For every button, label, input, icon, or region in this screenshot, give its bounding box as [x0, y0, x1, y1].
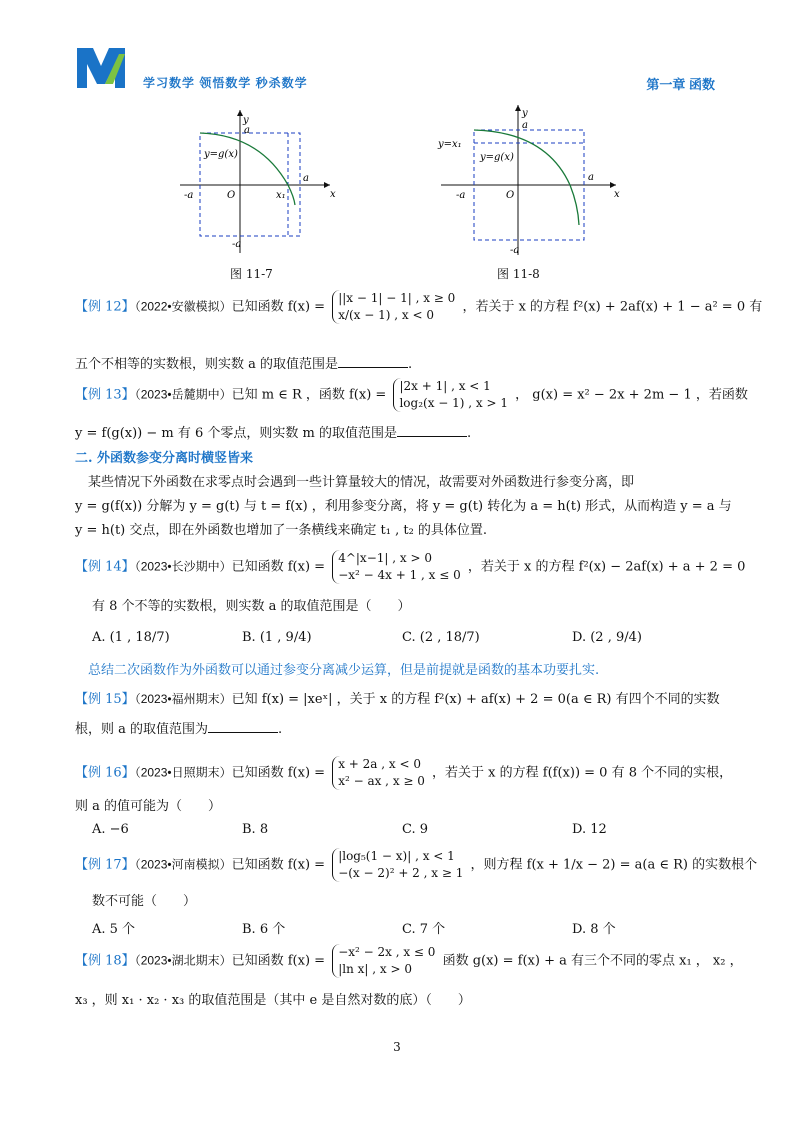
answer-blank [338, 355, 408, 368]
fig2-yx1-label: y=x₁ [438, 139, 462, 150]
fig1-a-right: a [303, 173, 309, 184]
ex18-piecewise: −x² − 2x , x ≤ 0 |ln x| , x > 0 [332, 944, 435, 978]
fig1-curve-label: y=g(x) [204, 149, 238, 160]
ex16-option-d: D. 12 [572, 822, 607, 837]
ex16-lead: 已知函数 f(x) = [231, 765, 326, 781]
ex18-lead: 已知函数 f(x) = [231, 953, 326, 969]
figure-11-7-caption: 图 11-7 [230, 267, 273, 281]
ex12-lead: 已知函数 f(x) = [231, 299, 326, 315]
ex17-lead: 已知函数 f(x) = [231, 857, 326, 873]
fig1-neg-a-bottom: -a [232, 239, 242, 250]
ex13-tail: ， g(x) = x² − 2x + 2m − 1 ，若函数 [515, 387, 748, 403]
ex16-option-c: C. 9 [402, 822, 429, 837]
brand-logo [75, 44, 127, 90]
ex13-lead: 已知 m ∈ R ，函数 f(x) = [231, 387, 387, 403]
example-15 [75, 690, 720, 709]
ex17-option-a: A. 5 个 [92, 922, 136, 937]
ex14-lead: 已知函数 f(x) = [231, 559, 326, 575]
slogan: 学习数学 领悟数学 秒杀数学 [143, 76, 308, 90]
ex16-tag: 【例 16】 [75, 765, 135, 781]
answer-blank [208, 720, 278, 733]
fig1-neg-a-left: -a [184, 190, 194, 201]
ex14-tag: 【例 14】 [75, 559, 135, 575]
ex16-piecewise: x + 2a , x < 0 x² − ax , x ≥ 0 [332, 756, 425, 790]
example-13 [75, 378, 748, 412]
fig2-origin: O [506, 190, 515, 201]
ex12-piecewise: ||x − 1| − 1| , x ≥ 0 x/(x − 1) , x < 0 [332, 290, 455, 324]
example-14 [75, 550, 745, 584]
ex17-line2: 数不可能（ ） [92, 894, 197, 909]
ex13-piecewise: |2x + 1| , x < 1 log₂(x − 1) , x > 1 [393, 378, 508, 412]
example-16 [75, 756, 732, 790]
ex14-tail: ，若关于 x 的方程 f²(x) − 2af(x) + a + 2 = 0 [467, 559, 746, 575]
ex14-option-b: B. (1 , 9/4) [242, 630, 312, 645]
ex17-option-d: D. 8 个 [572, 922, 616, 937]
ex14-piecewise: 4^|x−1| , x > 0 −x² − 4x + 1 , x ≤ 0 [332, 550, 461, 584]
ex16-line2: 则 a 的值可能为（ ） [75, 799, 222, 814]
summary-label: 总结 [88, 663, 115, 678]
ex12-tag: 【例 12】 [75, 299, 135, 315]
figure-11-8-caption: 图 11-8 [497, 267, 540, 281]
section-2-p3: y = h(t) 交点，即在外函数也增加了一条横线来确定 t₁ , t₂ 的具体位置. [75, 523, 488, 538]
figure-11-8 [436, 100, 626, 260]
ex14-option-d: D. (2 , 9/4) [572, 630, 642, 645]
ex14-option-a: A. (1 , 18/7) [92, 630, 170, 645]
ex14-option-c: C. (2 , 18/7) [402, 630, 480, 645]
fig1-y-label: y [243, 115, 249, 126]
section-2-title: 二. 外函数参变分离时横竖皆来 [75, 451, 254, 466]
ex16-source: （2023•日照期末） [134, 765, 232, 780]
summary-text: 二次函数作为外函数可以通过参变分离减少运算，但是前提就是函数的基本功要扎实. [114, 663, 600, 678]
ex16-tail: ，若关于 x 的方程 f(f(x)) = 0 有 8 个不同的实根， [432, 765, 733, 781]
fig2-neg-a-left: -a [456, 190, 466, 201]
fig2-a-right: a [588, 172, 594, 183]
fig1-origin: O [227, 190, 236, 201]
ex14-source: （2023•长沙期中） [134, 559, 232, 574]
ex15-line2: 根，则 a 的取值范围为 . [75, 722, 283, 737]
ex16-option-b: B. 8 [242, 822, 269, 837]
ex17-source: （2023•河南模拟） [134, 857, 232, 872]
ex12-source: （2022•安徽模拟） [134, 299, 232, 314]
fig1-a-top: a [244, 125, 250, 136]
answer-blank [397, 424, 467, 437]
fig2-curve-label: y=g(x) [480, 152, 514, 163]
ex13-source: （2023•岳麓期中） [134, 387, 232, 402]
ex17-tail: ，则方程 f(x + 1/x − 2) = a(a ∈ R) 的实数根个 [470, 857, 758, 873]
example-18 [75, 944, 743, 978]
ex18-tag: 【例 18】 [75, 953, 135, 969]
ex13-tag: 【例 13】 [75, 387, 135, 403]
ex17-piecewise: |log₅(1 − x)| , x < 1 −(x − 2)² + 2 , x ≥ 1 [332, 848, 463, 882]
ex12-tail: ，若关于 x 的方程 f²(x) + 2af(x) + 1 − a² = 0 有 [462, 299, 763, 315]
ex15-line1: 已知 f(x) = |xeˣ| ，关于 x 的方程 f²(x) + af(x) + 2 = 0(a ∈ R) 有四个不同的实数 [231, 692, 720, 707]
fig1-x-label: x [330, 189, 336, 200]
ex18-tail: 函数 g(x) = f(x) + a 有三个不同的零点 x₁ ， x₂ ， [442, 953, 743, 969]
summary [88, 662, 599, 680]
figure-11-7 [180, 105, 340, 255]
fig2-x-label: x [614, 189, 620, 200]
example-12 [75, 290, 762, 324]
ex15-source: （2023•福州期末） [134, 692, 232, 706]
ex13-line2: y = f(g(x)) − m 有 6 个零点，则实数 m 的取值范围是 . [75, 426, 472, 441]
ex18-source: （2023•湖北期末） [134, 953, 232, 968]
ex14-line2: 有 8 个不等的实数根，则实数 a 的取值范围是（ ） [92, 599, 411, 614]
ex16-option-a: A. −6 [92, 822, 129, 837]
fig2-a-top: a [522, 120, 528, 131]
page-header [75, 44, 720, 94]
page-number: 3 [393, 1040, 401, 1054]
ex17-option-c: C. 7 个 [402, 922, 446, 937]
ex18-line2: x₃ ，则 x₁ · x₂ · x₃ 的取值范围是（其中 e 是自然对数的底）（ ） [75, 993, 471, 1008]
section-2-p1: 某些情况下外函数在求零点时会遇到一些计算量较大的情况，故需要对外函数进行参变分离，即 [88, 475, 635, 490]
example-17 [75, 848, 757, 882]
fig2-y-label: y [522, 108, 528, 119]
fig1-x1: x₁ [276, 190, 286, 201]
ex15-tag: 【例 15】 [75, 692, 135, 707]
ex17-tag: 【例 17】 [75, 857, 135, 873]
fig2-neg-a-bottom: -a [510, 245, 520, 256]
ex12-line2: 五个不相等的实数根，则实数 a 的取值范围是 . [75, 357, 413, 372]
chapter-title: 第一章 函数 [646, 77, 715, 92]
ex17-option-b: B. 6 个 [242, 922, 286, 937]
section-2-p2: y = g(f(x)) 分解为 y = g(t) 与 t = f(x) ，利用参变分离，将 y = g(t) 转化为 a = h(t) 形式，从而构造 y = a 与 [75, 499, 732, 514]
